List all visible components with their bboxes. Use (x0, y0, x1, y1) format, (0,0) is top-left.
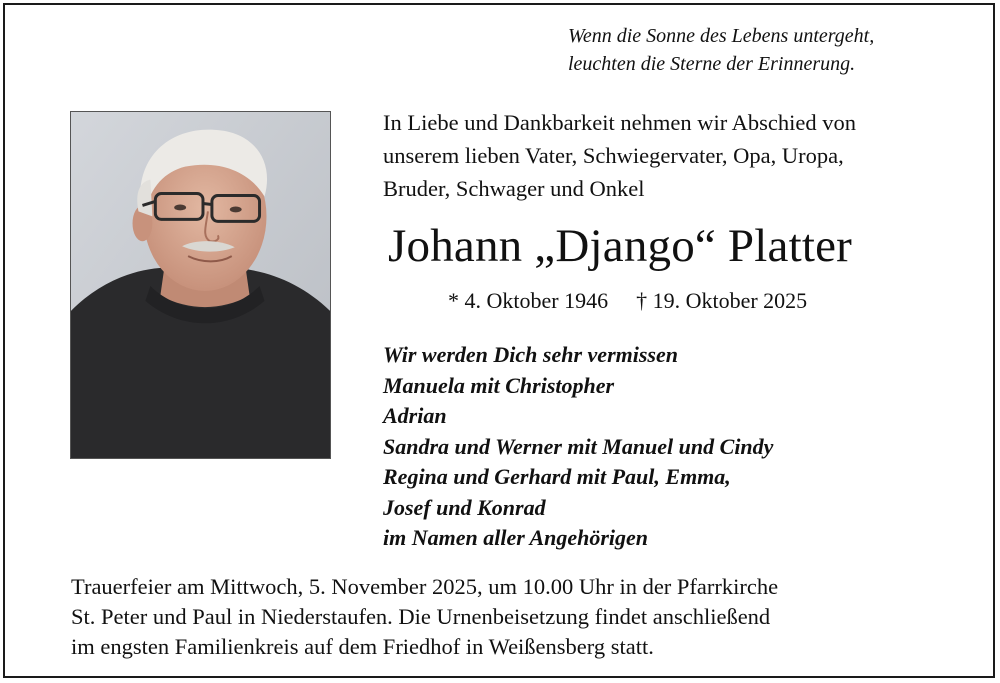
family-line: Adrian (383, 403, 447, 428)
portrait-photo (70, 111, 331, 459)
death-date: † 19. Oktober 2025 (636, 288, 808, 313)
family-line: Regina und Gerhard mit Paul, Emma, (383, 464, 731, 489)
service-line-1: Trauerfeier am Mittwoch, 5. November 2025, um 10.00 Uhr in der Pfarrkirche (71, 574, 779, 599)
motto-quote (568, 22, 968, 78)
intro-line-2: unserem lieben Vater, Schwiegervater, Opa, Uropa, (383, 143, 844, 168)
family-line: Wir werden Dich sehr vermissen (383, 342, 678, 367)
intro-text (383, 106, 943, 205)
family-line: Josef und Konrad (383, 494, 546, 520)
intro-line-3: Bruder, Schwager und Onkel (383, 176, 645, 201)
deceased-name: Johann „Django“ Platter (388, 220, 853, 272)
motto-line-1: Wenn die Sonne des Lebens untergeht, (568, 25, 875, 47)
family-signatures (383, 340, 963, 554)
service-line-3: im engsten Familienkreis auf dem Friedhof in Weißensberg statt. (71, 634, 654, 659)
family-line: Sandra und Werner mit Manuel und Cindy (383, 433, 774, 459)
life-dates (448, 286, 807, 316)
intro-line-1: In Liebe und Dankbarkeit nehmen wir Abschied von (383, 110, 856, 135)
birth-date: * 4. Oktober 1946 (448, 288, 609, 313)
family-line: Manuela mit Christopher (383, 372, 615, 398)
family-line: im Namen aller Angehörigen (383, 525, 649, 550)
motto-line-2: leuchten die Sterne der Erinnerung. (568, 53, 856, 75)
portrait-illustration (71, 112, 330, 458)
service-line-2: St. Peter und Paul in Niederstaufen. Die Urnenbeisetzung findet anschließend (71, 604, 771, 629)
service-details (71, 572, 971, 662)
